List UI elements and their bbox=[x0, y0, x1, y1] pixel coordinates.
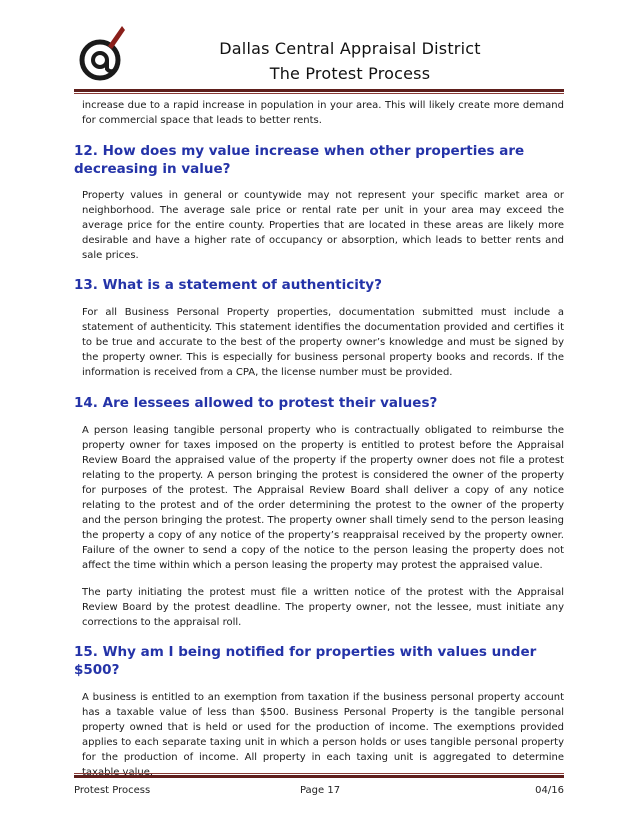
header-title-line1: Dallas Central Appraisal District bbox=[219, 39, 481, 58]
question-13-answer: For all Business Personal Property properties, documentation submitted must include a statement of authenticity. This statement identifies the documentation provided and certifies it to be true and accurate to the best of the property owner’s knowledge and must be signed by the property owner. This is especially for business personal property books and records. If the information is received from a CPA, the license number must be provided. bbox=[82, 307, 564, 378]
header-rule bbox=[74, 89, 564, 92]
question-14-answer-2: The party initiating the protest must file a written notice of the protest with the Appraisal Review Board by the protest deadline. The property owner, not the lessee, must initiate any corrections to the appraisal roll. bbox=[82, 587, 564, 628]
page-header bbox=[0, 0, 638, 100]
page-content bbox=[74, 98, 564, 780]
footer-date: 04/16 bbox=[535, 785, 564, 796]
footer-rule-thin bbox=[74, 773, 564, 774]
footer-left: Protest Process bbox=[74, 785, 151, 796]
header-title-line2: The Protest Process bbox=[269, 64, 431, 83]
question-14-answer-1: A person leasing tangible personal property who is contractually obligated to reimburse the property owner for taxes imposed on the property is entitled to protest before the Appraisal Review Board the appraised value of the property if the property owner does not file a protest relating to the property. A person bringing the protest is considered the owner of the property for purposes of the protest. The Appraisal Review Board shall deliver a copy of any notice relating to the protest and of the order determining the protest to the owner of the property and the person bringing the protest. The property owner shall timely send to the person leasing the property a copy of any notice of the property’s reappraisal received by the property owner. Failure of the owner to send a copy of the notice to the person leasing the property does not affect the time within which a person leasing the property may protest the appraised value. bbox=[82, 425, 564, 571]
at-sign-logo-icon bbox=[78, 22, 128, 84]
question-14-heading: 14. Are lessees allowed to protest their values? bbox=[74, 395, 438, 411]
intro-paragraph: increase due to a rapid increase in population in your area. This will likely create more demand for commercial space that leads to better rents. bbox=[82, 100, 564, 126]
question-13-heading: 13. What is a statement of authenticity? bbox=[74, 277, 382, 293]
footer-rule bbox=[74, 775, 564, 778]
footer-page-number: Page 17 bbox=[299, 785, 341, 796]
question-15-answer: A business is entitled to an exemption from taxation if the business personal property account has a taxable value of less than $500. Business Personal Property is the tangible personal property owned that is held or used for the production of income. The exemptions provided applies to each separate taxing unit in which a person holds or uses tangible personal property for the production of income. All property in each taxing unit is aggregated to determine bbox=[82, 692, 564, 763]
header-rule-thin bbox=[74, 93, 564, 94]
question-15-heading: 15. Why am I being notified for properties with values under $500? bbox=[74, 644, 537, 678]
question-12-heading: 12. How does my value increase when other properties are decreasing in value? bbox=[74, 143, 525, 177]
question-12-answer: Property values in general or countywide may not represent your specific market area or neighborhood. The average sale price or rental rate per unit in your area may exceed the average price for the entire county. Properties that are located in these areas are likely more desirable and have a higher rate of occupancy or absorption, which leads to better rents and sale prices. bbox=[82, 190, 564, 261]
